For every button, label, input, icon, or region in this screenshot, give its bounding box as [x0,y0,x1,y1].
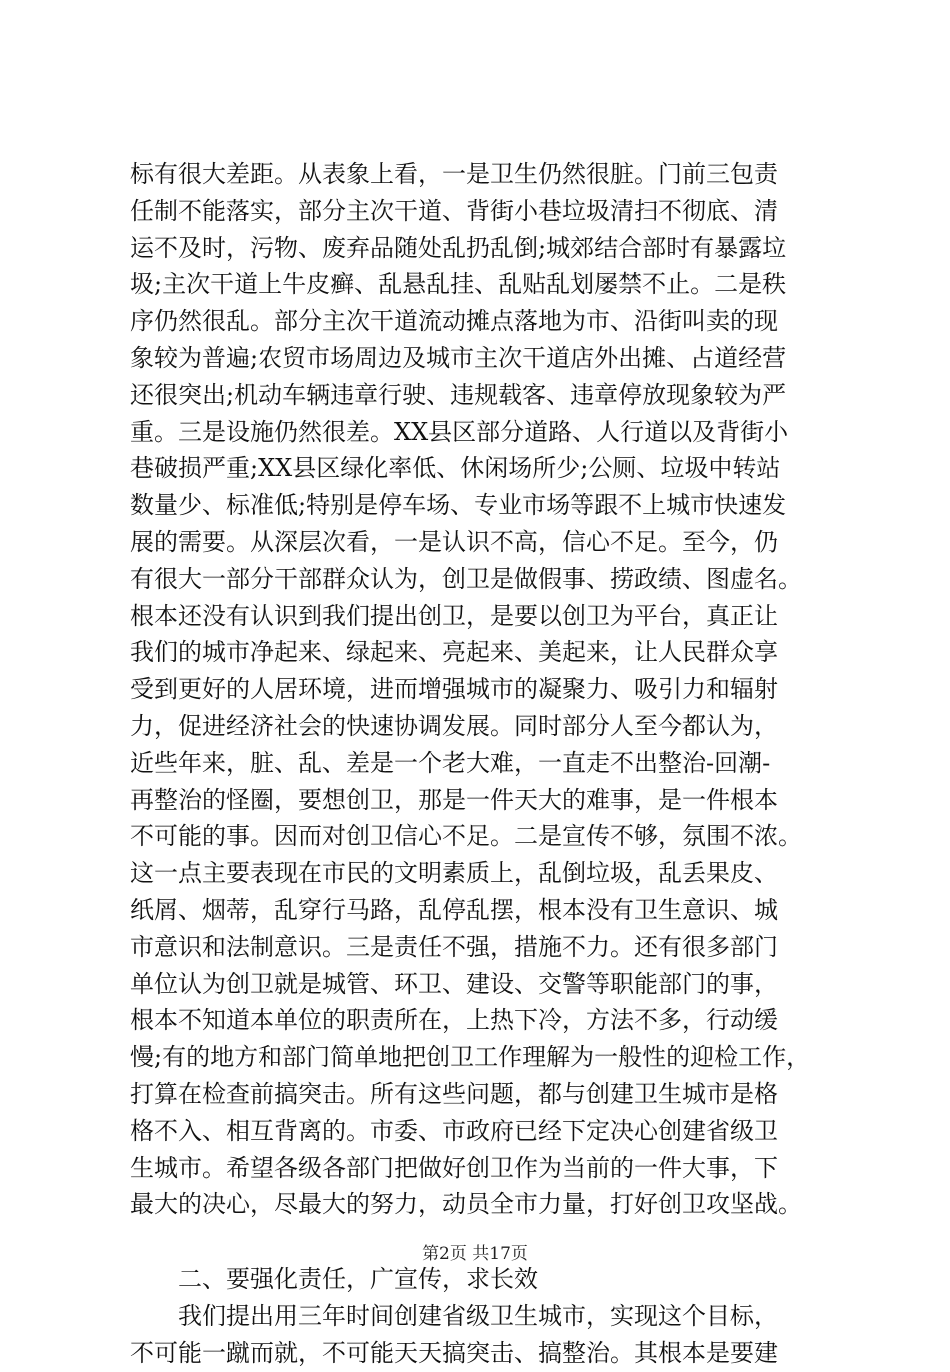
text-line: 有很大一部分干部群众认为，创卫是做假事、捞政绩、图虚名。 [130,564,802,593]
paragraph-1 [130,156,830,1223]
text-line: 格不入、相互背离的。市委、市政府已经下定决心创建省级卫 [130,1116,778,1145]
section-heading: 二、要强化责任，广宣传，求长效 [178,1265,538,1294]
text-line: 不可能一蹴而就，不可能天天搞突击、搞整治。其根本是要建 [130,1338,778,1367]
text-line: 单位认为创卫就是城管、环卫、建设、交警等职能部门的事， [130,969,778,998]
page-number-footer: 第2页 共17页 [422,1244,528,1264]
text-line: 我们的城市净起来、绿起来、亮起来、美起来，让人民群众享 [130,638,778,667]
text-line: 最大的决心，尽最大的努力，动员全市力量，打好创卫攻坚战。 [130,1190,802,1219]
text-line: 象较为普遍;农贸市场周边及城市主次干道店外出摊、占道经营 [130,343,787,372]
text-line: 我们提出用三年时间创建省级卫生城市，实现这个目标， [178,1301,778,1330]
text-line: 生城市。希望各级各部门把做好创卫作为当前的一件大事，下 [130,1153,778,1182]
text-line: 力，促进经济社会的快速协调发展。同时部分人至今都认为， [130,711,778,740]
text-line: 巷破损严重;XX县区绿化率低、休闲场所少;公厕、垃圾中转站 [130,454,781,483]
paragraph-2 [130,1298,830,1372]
text-line: 运不及时，污物、废弃品随处乱扔乱倒;城郊结合部时有暴露垃 [130,233,787,262]
text-line: 任制不能落实，部分主次干道、背街小巷垃圾清扫不彻底、清 [130,196,778,225]
text-line: 标有很大差距。从表象上看，一是卫生仍然很脏。门前三包责 [130,160,778,188]
text-line: 近些年来，脏、乱、差是一个老大难，一直走不出整治-回潮- [130,748,771,777]
text-line: 打算在检查前搞突击。所有这些问题，都与创建卫生城市是格 [130,1079,778,1108]
text-line: 根本还没有认识到我们提出创卫，是要以创卫为平台，真正让 [130,601,778,630]
text-line: 市意识和法制意识。三是责任不强，措施不力。还有很多部门 [130,932,778,961]
text-line: 不可能的事。因而对创卫信心不足。二是宣传不够，氛围不浓。 [130,822,802,851]
text-line: 序仍然很乱。部分主次干道流动摊点落地为市、沿街叫卖的现 [130,307,778,336]
text-line: 纸屑、烟蒂，乱穿行马路，乱停乱摆，根本没有卫生意识、城 [130,895,778,924]
text-line: 再整治的怪圈，要想创卫，那是一件天大的难事，是一件根本 [130,785,778,814]
text-line: 慢;有的地方和部门简单地把创卫工作理解为一般性的迎检工作， [130,1043,811,1072]
text-line: 这一点主要表现在市民的文明素质上，乱倒垃圾，乱丢果皮、 [130,859,778,888]
text-line: 数量少、标准低;特别是停车场、专业市场等跟不上城市快速发 [130,491,787,520]
text-line: 受到更好的人居环境，进而增强城市的凝聚力、吸引力和辐射 [130,675,778,704]
text-line: 重。三是设施仍然很差。XX县区部分道路、人行道以及背街小 [130,417,789,446]
text-line: 还很突出;机动车辆违章行驶、违规载客、违章停放现象较为严 [130,380,787,409]
document-body [130,156,830,1372]
text-line: 圾;主次干道上牛皮癣、乱悬乱挂、乱贴乱划屡禁不止。二是秩 [130,270,787,299]
text-line: 展的需要。从深层次看，一是认识不高，信心不足。至今，仍 [130,527,778,556]
text-line: 根本不知道本单位的职责所在，上热下冷，方法不多，行动缓 [130,1006,778,1035]
